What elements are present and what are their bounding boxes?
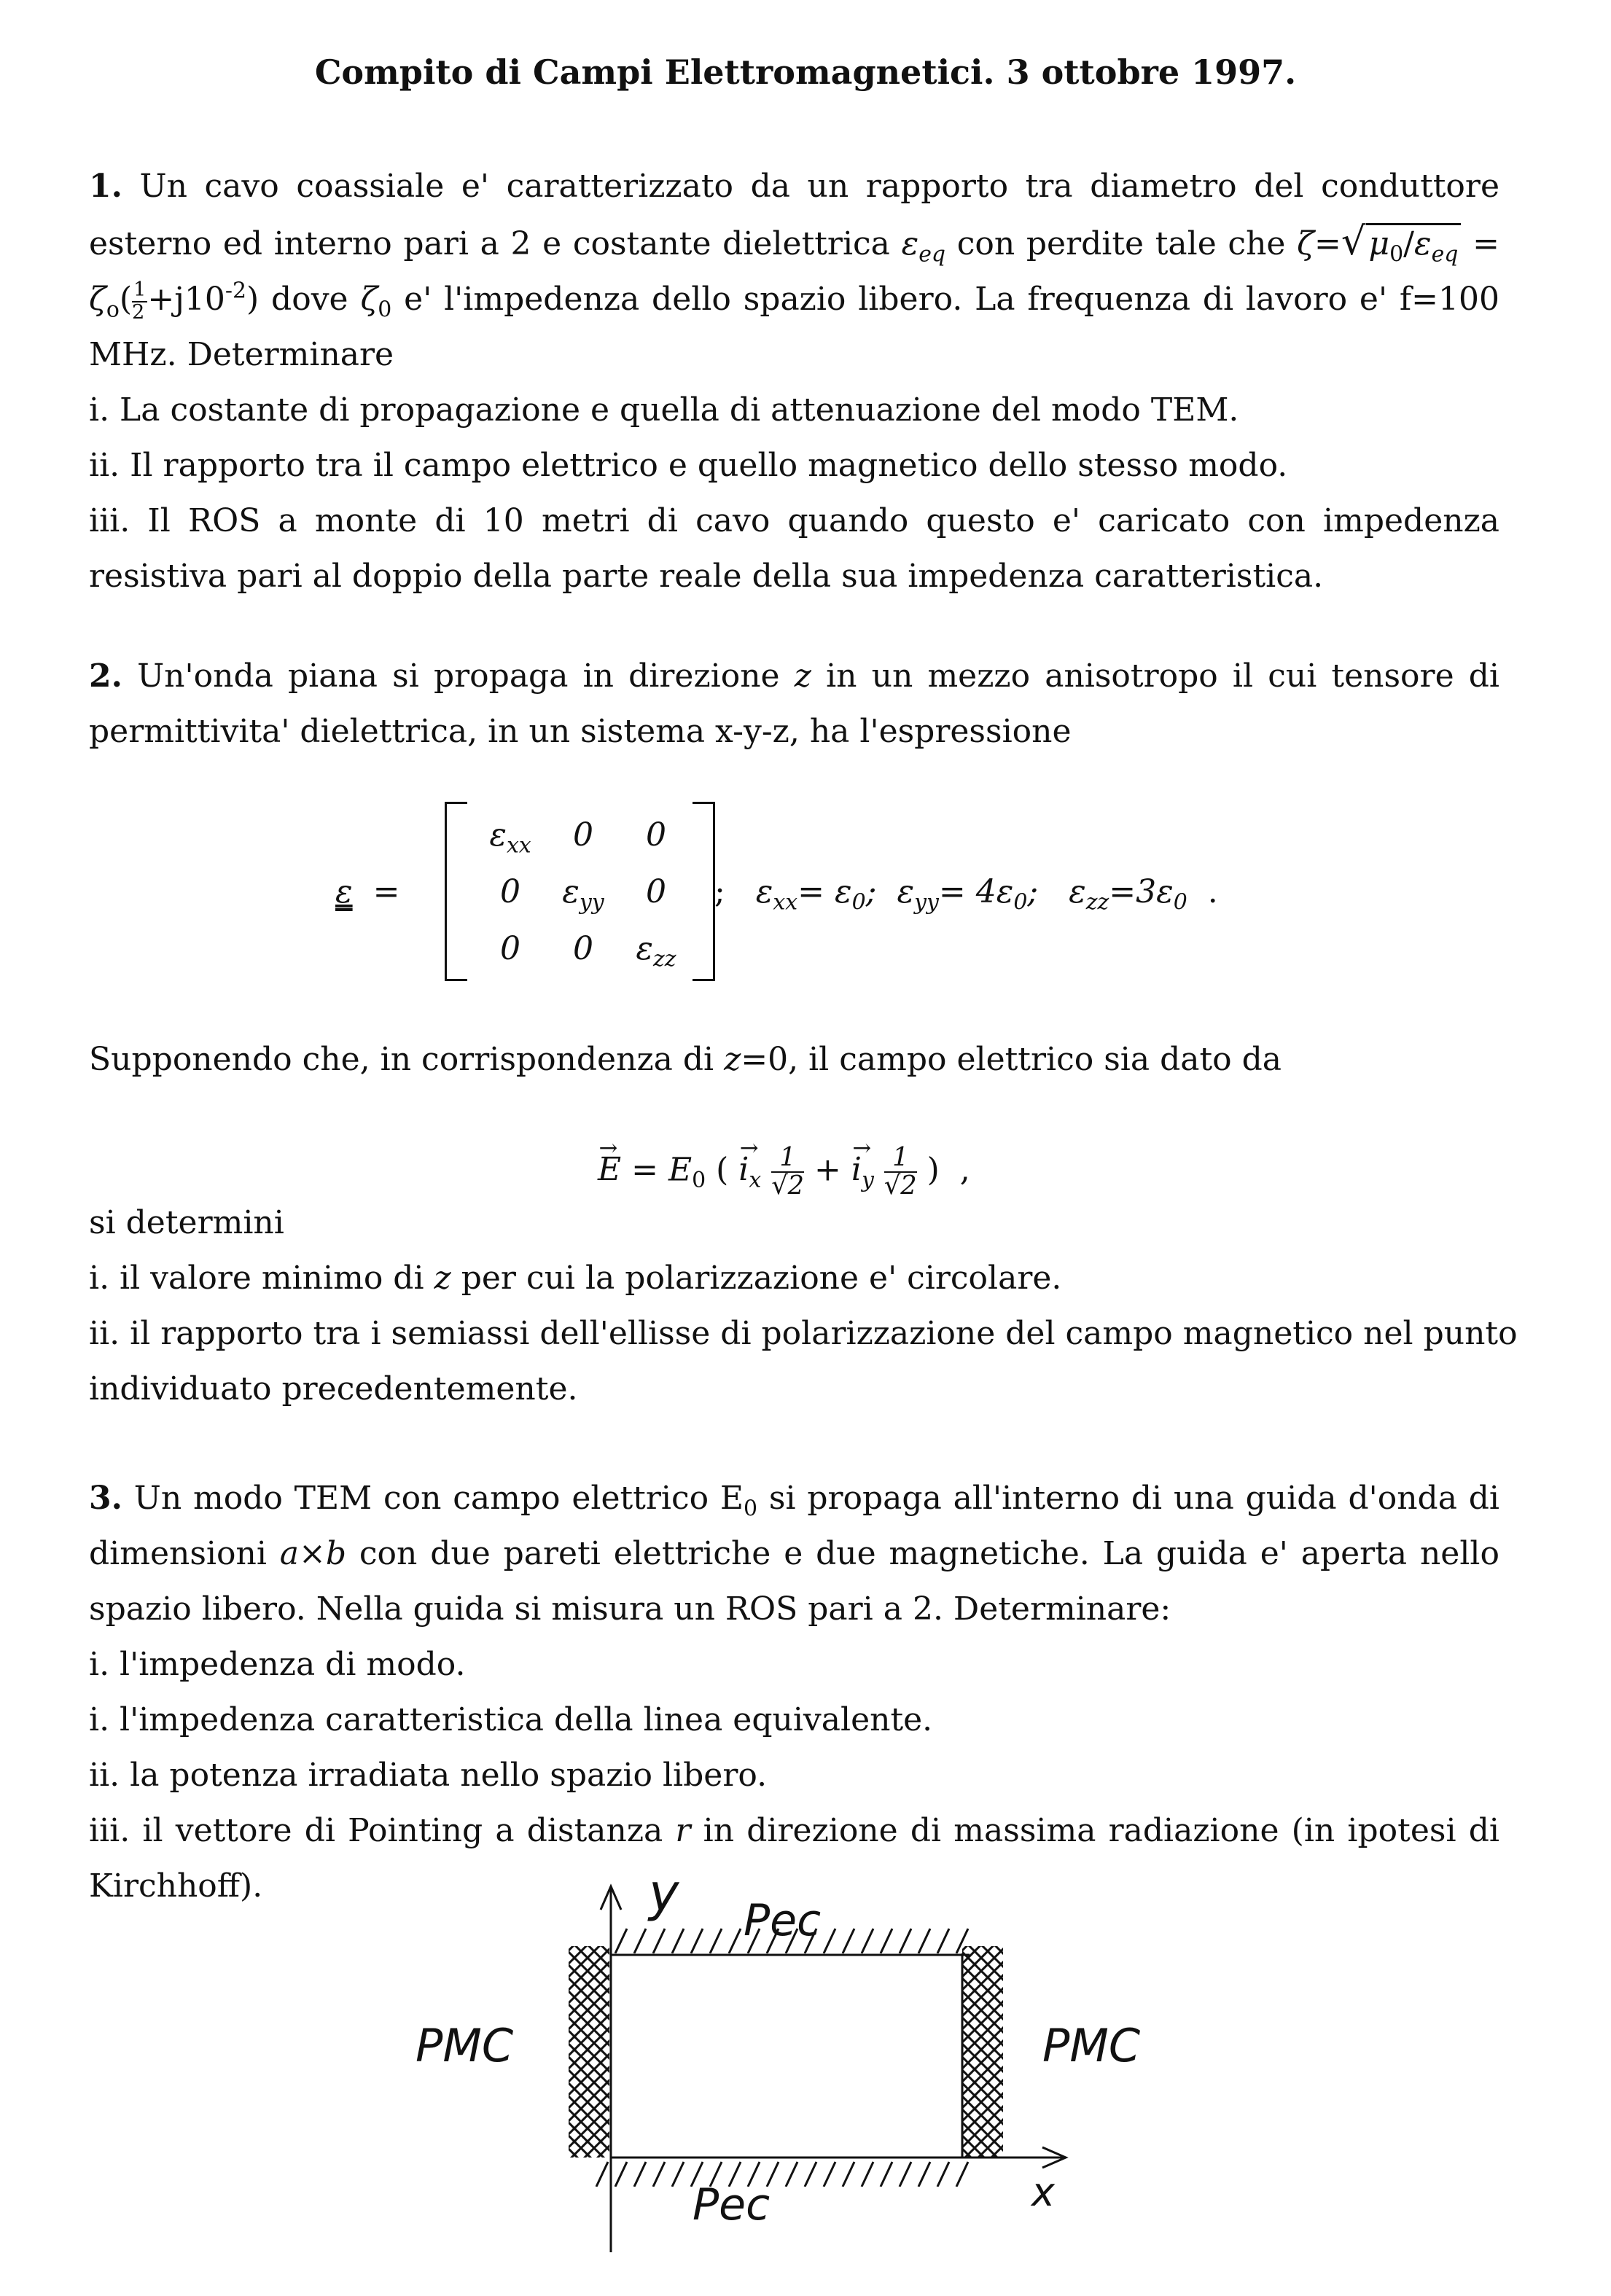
p1-line-4: MHz. Determinare xyxy=(89,336,394,373)
problem-2-cont xyxy=(89,1032,1499,1088)
p3-item-iii-2: Kirchhoff). xyxy=(89,1867,263,1905)
p1-line-1: 1. Un cavo coassiale e' caratterizzato da un rapporto tra diametro del conduttore xyxy=(89,168,1499,205)
right-wall-label: PMC xyxy=(1042,2019,1141,2072)
bottom-wall-label: Pec xyxy=(693,2179,771,2230)
p3-item-i-2: i. l'impedenza caratteristica della linea equivalente. xyxy=(89,1701,933,1738)
p1-item-i: i. La costante di propagazione e quella di attenuazione del modo TEM. xyxy=(89,391,1239,429)
p3-line-2: dimensioni a×b con due pareti elettriche e due magnetiche. La guida e' aperta nello xyxy=(89,1535,1499,1572)
p3-item-iii-1: iii. il vettore di Pointing a distanza r in direzione di massima radiazione (in ipotesi di xyxy=(89,1812,1499,1849)
problem-2-questions xyxy=(89,1195,1518,1417)
problem-3 xyxy=(89,1471,1499,1914)
field-equation: → $E = E_0$ ( → $i_x$ $\frac{1}{√2}$ + → $i_y$ $\frac{1}{√2}$ ) , xyxy=(598,1144,970,1200)
p2-si-determini: si determini xyxy=(89,1204,284,1241)
p2-item-i: i. il valore minimo di z per cui la polarizzazione e' circolare. xyxy=(89,1260,1062,1297)
problem-1 xyxy=(89,159,1499,604)
permittivity-tensor: ε = $\varepsilon_{xx}$ 0 0 0 $\varepsilon_{yy}$ 0 0 0 $\varepsilon_{zz}$ ; $\varepsilon_{xx}= \varepsilon_0$; $\varepsilon_{yy}= 4\varepsilon_0$; $\varepsilon_{zz}=3\varepsilon_0$ . xyxy=(321,802,1341,991)
y-axis-label: y xyxy=(649,1863,679,1923)
p1-item-ii: ii. Il rapporto tra il campo elettrico e quello magnetico dello stesso modo. xyxy=(89,447,1288,484)
x-axis-label: x xyxy=(1031,2169,1055,2215)
bottom-pec-wall xyxy=(590,2160,970,2190)
p1-line-2: esterno ed interno pari a 2 e costante dielettrica $\varepsilon_{eq}$ con perdite tale che $\zeta=√\mu_0/\varepsilon_{eq}$ = xyxy=(89,219,1499,268)
top-wall-label: Pec xyxy=(744,1895,822,1946)
p2-supponendo: Supponendo che, in corrispondenza di z=0, il campo elettrico sia dato da xyxy=(89,1041,1282,1078)
left-wall-label: PMC xyxy=(416,2019,514,2072)
problem-2 xyxy=(89,649,1499,760)
p1-item-iii-1: iii. Il ROS a monte di 10 metri di cavo quando questo e' caricato con impedenza xyxy=(89,502,1499,539)
p2-item-ii-1: ii. il rapporto tra i semiassi dell'ellisse di polarizzazione del campo magnetico nel punto xyxy=(89,1315,1518,1352)
p3-line-3: spazio libero. Nella guida si misura un ROS pari a 2. Determinare: xyxy=(89,1590,1171,1628)
right-pmc-wall xyxy=(962,1946,1003,2158)
p3-item-i-1: i. l'impedenza di modo. xyxy=(89,1646,466,1683)
tensor-matrix: $\varepsilon_{xx}$ 0 0 0 $\varepsilon_{yy}$ 0 0 0 $\varepsilon_{zz}$ xyxy=(445,802,1013,991)
p3-item-ii: ii. la potenza irradiata nello spazio libero. xyxy=(89,1757,768,1794)
exam-title: Compito di Campi Elettromagnetici. 3 ottobre 1997. xyxy=(314,52,1297,92)
p2-item-ii-2: individuato precedentemente. xyxy=(89,1370,578,1407)
p1-line-3: $\zeta_o$( $\frac{1}{2}$ $+j10^{-2}$) dove $\zeta_0$ e' l'impedenza dello spazio libero. La frequenza di lavoro e' f=100 xyxy=(89,278,1499,324)
p2-line-1: 2. Un'onda piana si propaga in direzione z in un mezzo anisotropo il cui tensore di xyxy=(89,657,1499,695)
p1-item-iii-2: resistiva pari al doppio della parte reale della sua impedenza caratteristica. xyxy=(89,558,1324,595)
left-pmc-wall xyxy=(569,1946,609,2158)
p3-line-1: 3. Un modo TEM con campo elettrico $E_0$ si propaga all'interno di una guida d'onda di xyxy=(89,1480,1499,1522)
p2-line-2: permittivita' dielettrica, in un sistema x-y-z, ha l'espressione xyxy=(89,713,1072,750)
